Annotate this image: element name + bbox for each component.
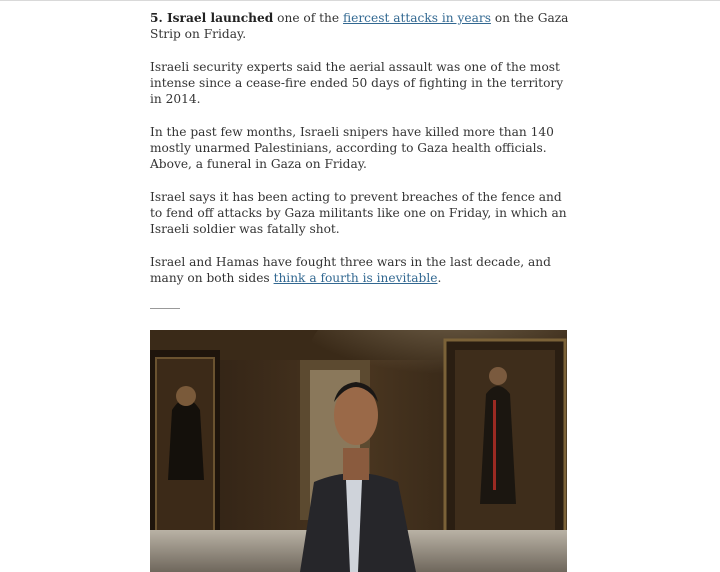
paragraph-text: .	[437, 271, 442, 285]
article-body	[150, 10, 570, 303]
paragraph-5	[150, 254, 570, 286]
paragraph-text: on the Gaza Strip on Friday.	[150, 11, 569, 41]
article-photo[interactable]	[150, 330, 567, 572]
paragraph-1	[150, 10, 570, 42]
paragraph-4: Israel says it has been acting to prevent breaches of the fence and to fend off attacks by Gaza militants like one on Friday, in which an Israeli soldier was fatally shot.	[150, 190, 567, 236]
paragraph-2: Israeli security experts said the aerial assault was one of the most intense since a cease-fire ended 50 days of fighting in the territory in 2014.	[150, 60, 564, 106]
section-divider	[150, 308, 180, 309]
fiercest-attacks-link[interactable]: fiercest attacks in years	[343, 11, 491, 25]
paragraph-lead: 5. Israel launched	[150, 11, 274, 25]
paragraph-3: In the past few months, Israeli snipers have killed more than 140 mostly unarmed Palestinians, according to Gaza health officials. Above, a funeral in Gaza on Friday.	[150, 125, 554, 171]
photo-illustration	[150, 330, 567, 572]
fourth-war-link[interactable]: think a fourth is inevitable	[273, 271, 438, 285]
top-divider	[0, 0, 720, 1]
paragraph-text: one of the	[273, 11, 343, 25]
paragraph-text: Israel and Hamas have fought three wars in the last decade, and many on both sides	[150, 255, 551, 285]
